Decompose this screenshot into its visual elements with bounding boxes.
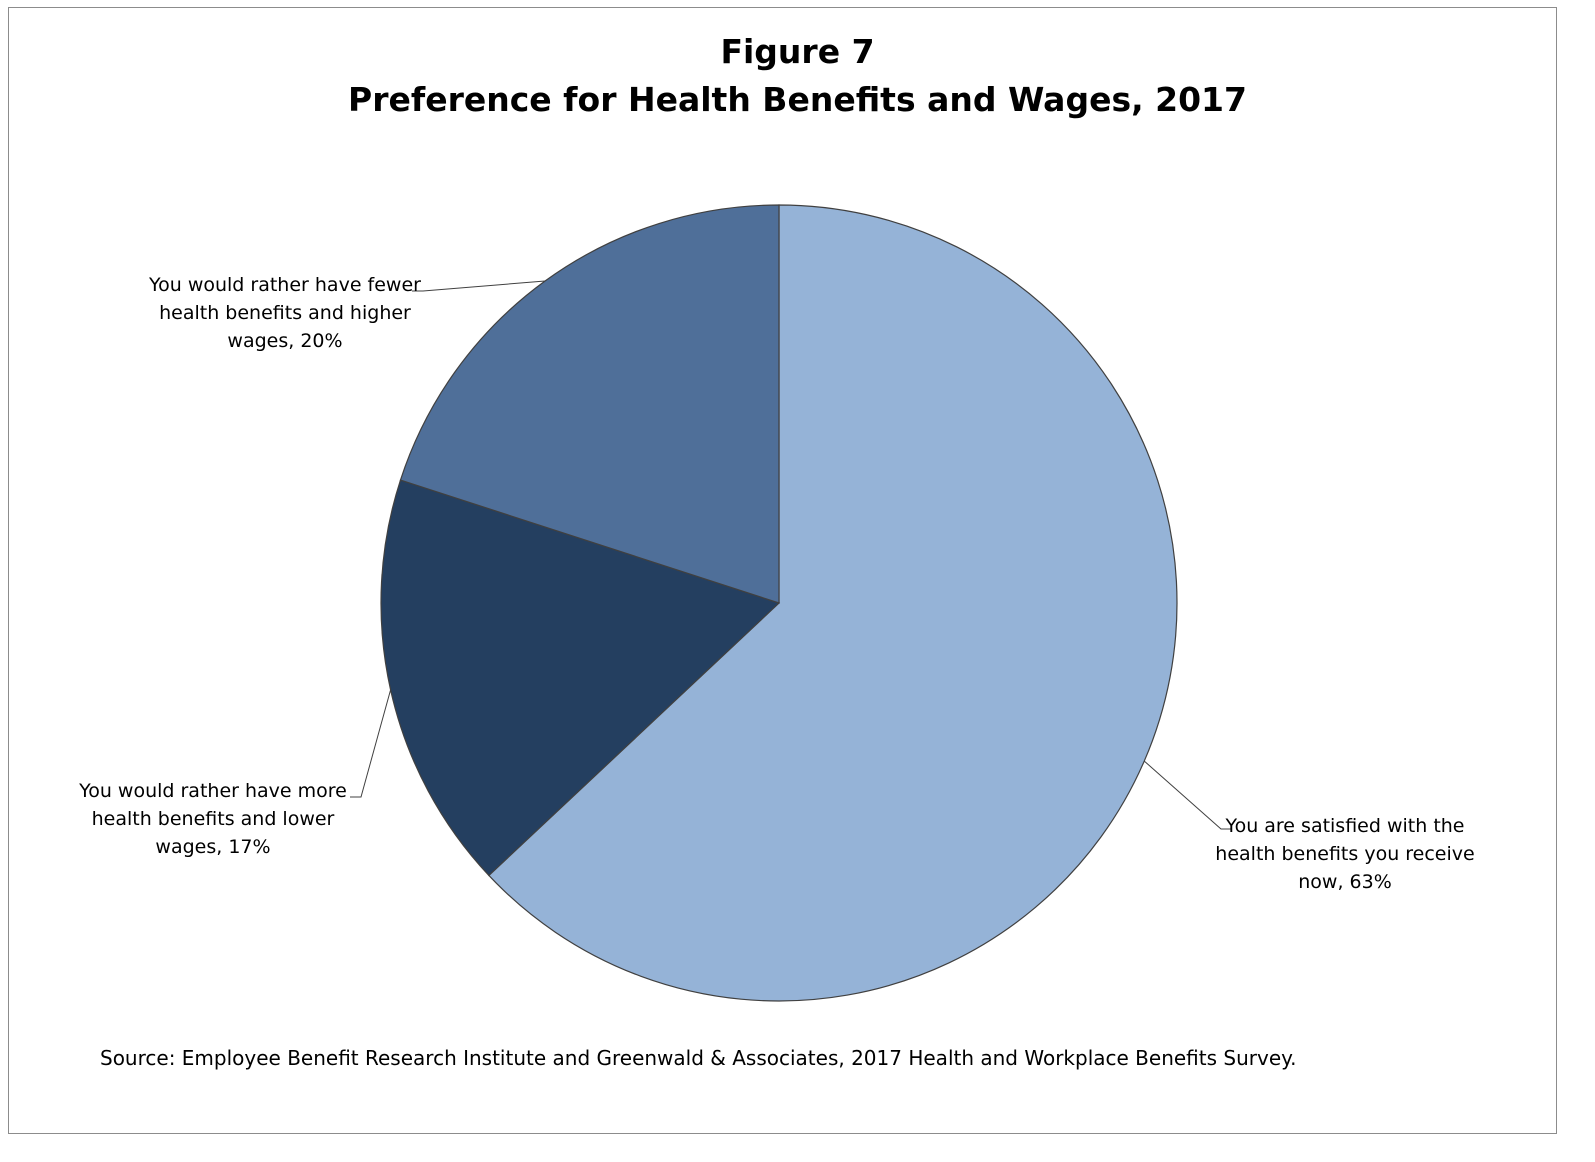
slice-label-line: You would rather have fewer	[149, 274, 421, 296]
slice-label-fewer-benefits	[140, 271, 430, 355]
slice-label-line: You would rather have more	[79, 780, 347, 802]
leader-line-fewer-benefits	[412, 281, 545, 291]
slice-label-line: wages, 20%	[227, 330, 343, 352]
slice-label-line: You are satisfied with the	[1225, 815, 1465, 837]
slice-label-line: health benefits and lower	[91, 808, 335, 830]
slice-label-line: health benefits and higher	[159, 302, 411, 324]
slice-label-line: wages, 17%	[155, 836, 271, 858]
slice-label-line: now, 63%	[1298, 871, 1392, 893]
slice-label-satisfied	[1205, 812, 1485, 896]
chart-subtitle: Preference for Health Benefits and Wages, 2017	[348, 80, 1247, 119]
slice-label-more-benefits	[68, 777, 358, 861]
source-note: Source: Employee Benefit Research Institute and Greenwald & Associates, 2017 Health and Workplace Benefits Survey.	[100, 1046, 1297, 1070]
chart-title: Figure 7	[720, 32, 875, 71]
slice-label-line: health benefits you receive	[1215, 843, 1475, 865]
